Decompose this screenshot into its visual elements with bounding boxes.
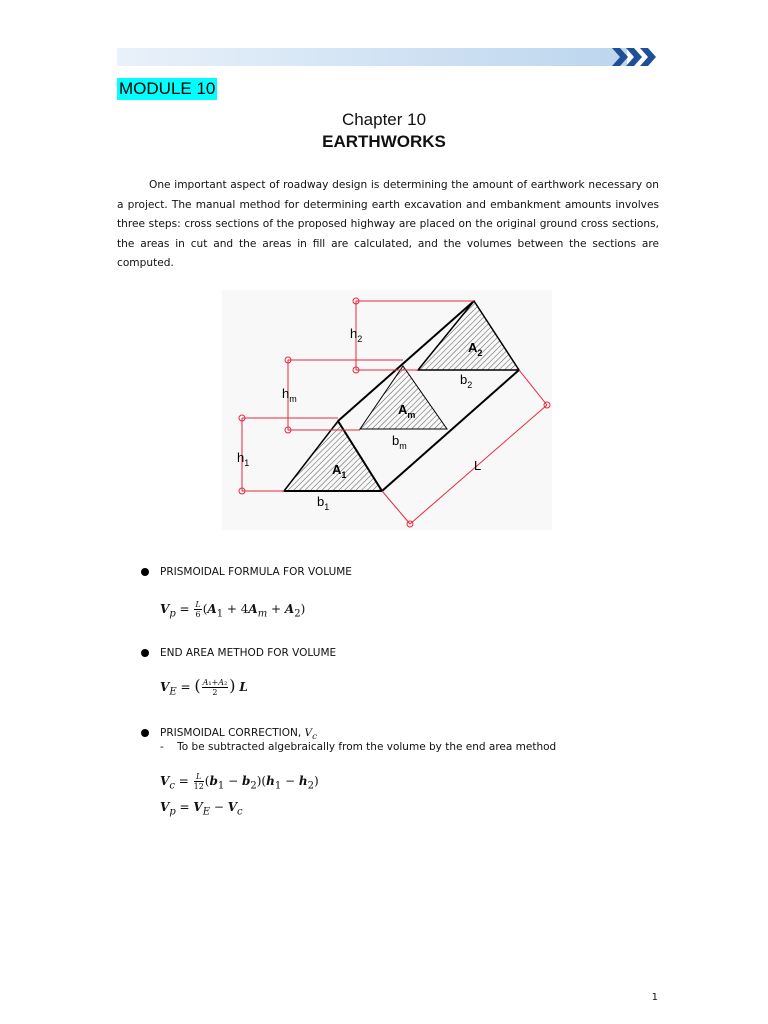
label-h2: $h_2$ bbox=[350, 326, 363, 344]
label-hm: $h_m$ bbox=[282, 386, 297, 404]
page-number: 1 bbox=[651, 992, 658, 1003]
label-bm: $b_m$ bbox=[392, 433, 407, 451]
prismoidal-correction-heading: PRISMOIDAL CORRECTION, $V_c$ bbox=[160, 727, 318, 743]
chapter-heading: Chapter 10 bbox=[341, 110, 427, 129]
correction-note: - To be subtracted algebraically from the volume by the end area method bbox=[160, 741, 557, 753]
prismoidal-volume-formula: $V_p = V_E - V_c$ bbox=[160, 800, 243, 818]
end-area-method-heading: END AREA METHOD FOR VOLUME bbox=[160, 647, 337, 659]
correction-formula: $V_c$ = $\frac{L}{12}$ $(b_1 - b_2)(h_1 - h_2)$ bbox=[160, 772, 319, 792]
module-label: MODULE 10 bbox=[119, 79, 216, 98]
prismoidal-formula-heading: PRISMOIDAL FORMULA FOR VOLUME bbox=[160, 566, 352, 578]
prismoidal-formula: $V_p$ = $\frac{L}{6}$ $(A_1 + 4A_m + A_2)$ bbox=[160, 600, 306, 620]
label-am: $A_m$ bbox=[398, 402, 416, 420]
label-b1: $b_1$ bbox=[317, 494, 330, 512]
page-title: EARTHWORKS bbox=[322, 132, 446, 151]
header-bar bbox=[117, 48, 627, 66]
label-h1: $h_1$ bbox=[237, 450, 250, 468]
label-l: L bbox=[474, 458, 482, 473]
label-a2: $A_2$ bbox=[468, 340, 483, 358]
label-b2: $b_2$ bbox=[460, 372, 473, 390]
bullet-icon bbox=[141, 649, 149, 657]
earthwork-prismoid-figure bbox=[222, 290, 552, 530]
bullet-icon bbox=[141, 568, 149, 576]
chevron-arrows-icon bbox=[612, 46, 658, 68]
end-area-formula: $V_E$ = ( $\frac{\text{A₁+A₂}}{2}$ ) L bbox=[160, 676, 248, 698]
bullet-icon bbox=[141, 729, 149, 737]
label-a1: $A_1$ bbox=[332, 462, 347, 480]
intro-paragraph: One important aspect of roadway design is determining the amount of earthwork necessary on a project. The manual method for determining earth excavation and embankment amounts involves three steps: cross sections of the proposed highway are placed on the original ground cross sections, the areas in cut and the areas in fill are calculated, and the volumes between the sections are computed. bbox=[117, 179, 659, 269]
